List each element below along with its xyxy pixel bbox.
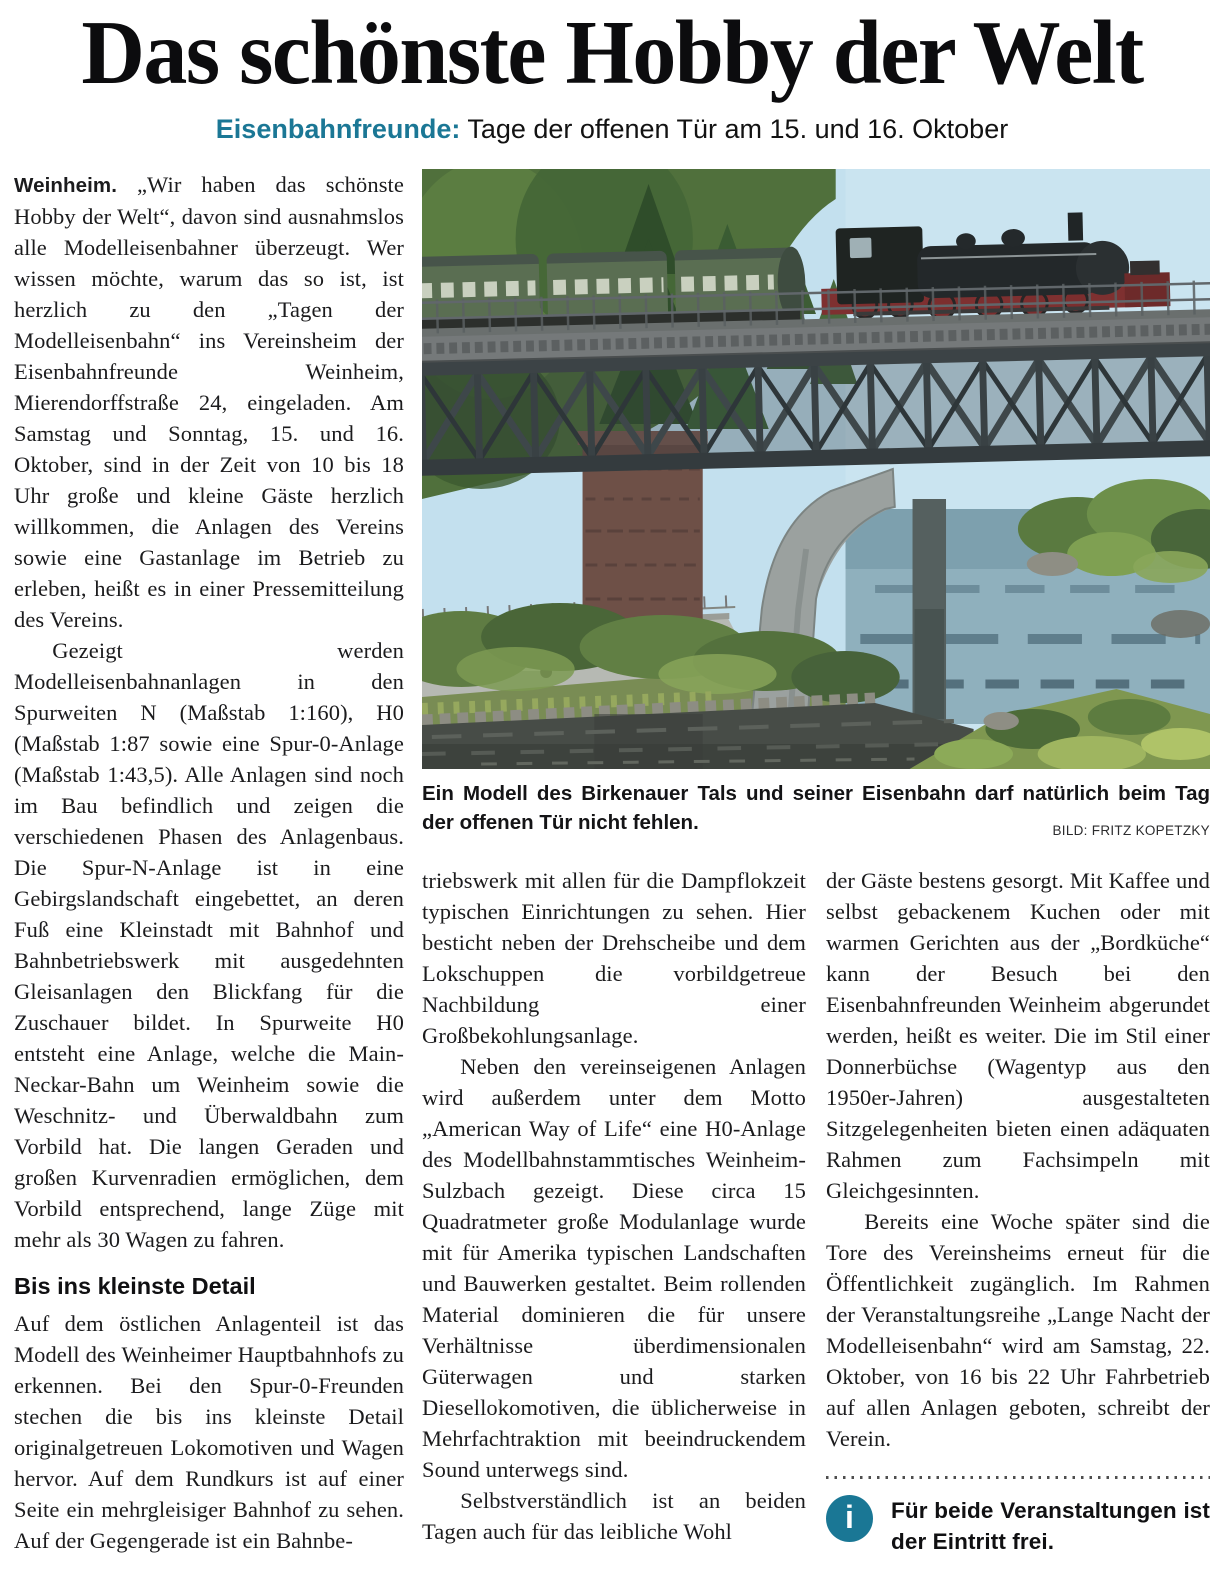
article-left-column bbox=[14, 169, 404, 1556]
paragraph-3: Auf dem östlichen Anlagenteil ist das Modell des Weinheimer Hauptbahnhofs zu erkennen. Bei den Spur-0-Freunden stechen die bis ins kleinste Detail originalgetreuen Lokomotiven und Wagen hervor. Auf dem Rundkurs ist auf einer Seite ein mehrgleisiger Bahnhof zu sehen. Auf der Gegengerade ist ein Bahnbe- bbox=[14, 1310, 404, 1553]
paragraph-8: Bereits eine Woche später sind die Tore des Vereinsheims erneut für die Öffentlichkeit zugänglich. Im Rahmen der Veranstaltungsreihe „Lange Nacht der Modelleisenbahn“ wird am Samstag, 22. Oktober, von 16 bis 22 Uhr Fahrbetrieb auf allen Anlagen geboten, schreibt der Verein. bbox=[826, 1208, 1210, 1451]
paragraph-5: Neben den vereinseigenen Anlagen wird außerdem unter dem Motto „American Way of Life“ eine H0-Anlage des Modellbahnstammtisches Weinheim-Sulzbach gezeigt. Diese circa 15 Quadratmeter große Modulanlage wurde mit für Amerika typischen Landschaften und Bauwerken gestaltet. Beim rollenden Material dominieren die für unsere Verhältnisse überdimensionalen Güterwagen und starken Diesellokomotiven, die üblicherweise in Mehrfachtraktion mit beeindruckendem Sound unterwegs sind. bbox=[422, 1053, 806, 1482]
paragraph-1-text: „Wir haben das schönste Hobby der Welt“, davon sind ausnahmslos alle Modelleisenbahner überzeugt. Wer wissen möchte, warum das so ist, ist herzlich zu den „Tagen der Modelleisenbahn“ ins Vereinsheim der Eisenbahnfreunde Weinheim, Mierendorffstraße 24, eingeladen. Am Samstag und Sonntag, 15. und 16. Oktober, sind in der Zeit von 10 bis 18 Uhr große und kleine Gäste herzlich willkommen, die Anlagen des Vereins sowie eine Gastanlage im Betrieb zu erleben, heißt es in einer Pressemitteilung des Vereins. bbox=[14, 171, 404, 632]
paragraph-4: triebswerk mit allen für die Dampflokzeit typischen Einrichtungen zu sehen. Hier besticht neben der Drehscheibe und dem Lokschuppen die vorbildgetreue Nachbildung einer Großbekohlungsanlage. bbox=[422, 867, 806, 1048]
dateline: Weinheim. bbox=[14, 173, 118, 197]
article-middle-column bbox=[422, 865, 806, 1557]
photo-caption: Ein Modell des Birkenauer Tals und seiner Eisenbahn darf natürlich beim Tag der offenen Tür nicht fehlen. bbox=[422, 781, 1210, 834]
kicker-line bbox=[0, 114, 1224, 145]
dotted-divider bbox=[826, 1476, 1210, 1479]
section-subheading: Bis ins kleinste Detail bbox=[14, 1272, 256, 1299]
info-box-text: Für beide Veranstaltungen ist der Eintritt frei. bbox=[891, 1497, 1210, 1554]
paragraph-6: Selbstverständlich ist an beiden Tagen auch für das leibliche Wohl bbox=[422, 1487, 806, 1544]
info-box bbox=[826, 1476, 1210, 1557]
photo-caption-block bbox=[422, 779, 1210, 841]
photo-credit: BILD: FRITZ KOPETZKY bbox=[1052, 822, 1210, 838]
article-right-column bbox=[826, 865, 1210, 1557]
page-title: Das schönste Hobby der Welt bbox=[81, 2, 1143, 104]
paragraph-7: der Gäste bestens gesorgt. Mit Kaffee und selbst gebackenem Kuchen oder mit warmen Gerichten aus der „Bordküche“ kann der Besuch bei den Eisenbahnfreunden Weinheim abgerundet werden, heißt es weiter. Die im Stil einer Donnerbüchse (Wagentyp aus den 1950er-Jahren) ausgestalteten Sitzgelegenheiten bieten einen adäquaten Rahmen zum Fachsimpeln mit Gleichgesinnten. bbox=[826, 867, 1210, 1203]
article-photo bbox=[422, 169, 1210, 769]
paragraph-lead bbox=[14, 169, 404, 635]
paragraph-2: Gezeigt werden Modelleisenbahnanlagen in den Spurweiten N (Maßstab 1:160), H0 (Maßstab 1:87 sowie eine Spur-0-Anlage (Maßstab 1:43,5). Alle Anlagen sind noch im Bau befindlich und zeigen die verschiedenen Phasen des Anlagenbaus. Die Spur-N-Anlage ist in eine Gebirgslandschaft eingebettet, an deren Fuß eine Kleinstadt mit Bahnhof und Bahnbetriebswerk mit ausgedehnten Gleisanlagen den Blickfang für die Zuschauer bildet. In Spurweite H0 entsteht eine Anlage, welche die Main-Neckar-Bahn um Weinheim sowie die Weschnitz- und Überwaldbahn zum Vorbild hat. Die langen Geraden und großen Kurvenradien ermöglichen, dem Vorbild entsprechend, lange Züge mit mehr als 30 Wagen zu fahren. bbox=[14, 637, 404, 1252]
kicker-text: Tage der offenen Tür am 15. und 16. Oktober bbox=[460, 113, 1009, 144]
kicker-label: Eisenbahnfreunde: bbox=[215, 113, 461, 144]
bridge-truss bbox=[422, 343, 1210, 476]
info-icon: i bbox=[826, 1495, 873, 1542]
